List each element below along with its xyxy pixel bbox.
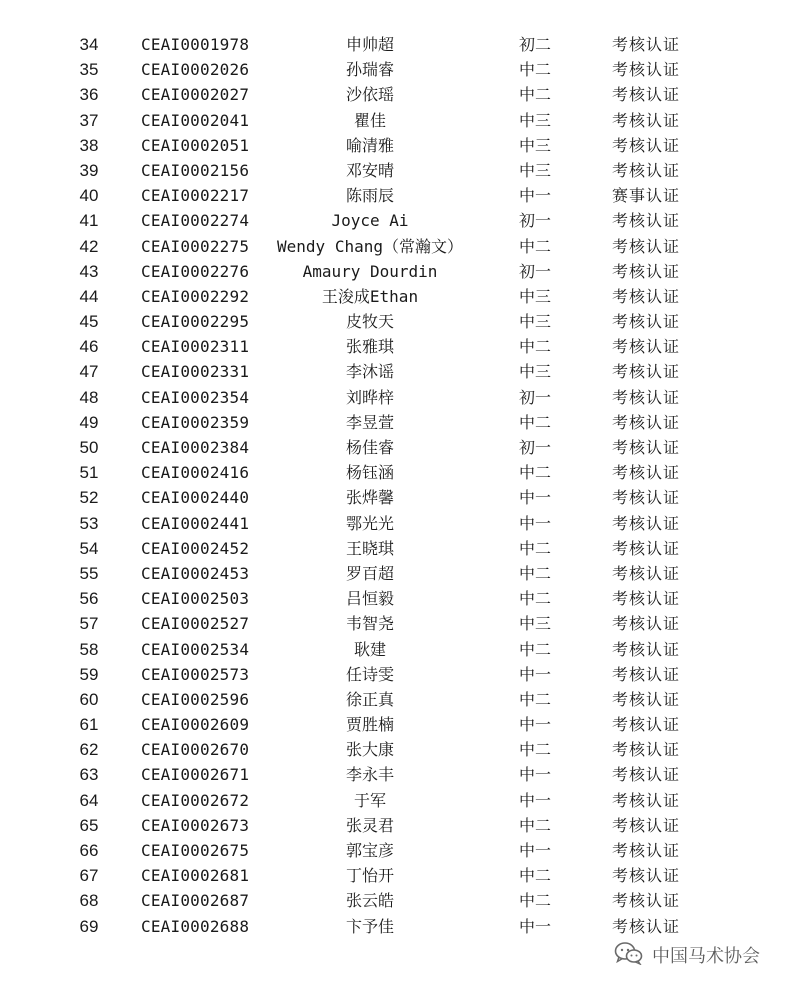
certification-type: 考核认证 — [612, 110, 681, 130]
row-number: 54 — [79, 538, 99, 558]
grade-level: 中一 — [518, 841, 551, 860]
row-number: 68 — [79, 891, 99, 911]
member-name: 鄂光光 — [345, 513, 394, 533]
grade-level: 初一 — [518, 438, 551, 457]
member-name: 张灵君 — [345, 815, 394, 835]
row-number: 53 — [79, 513, 99, 533]
table-row — [0, 788, 792, 813]
member-name: 张雅琪 — [345, 337, 394, 357]
member-id: CEAI0001978 — [141, 35, 250, 54]
member-name: 喻清雅 — [345, 135, 394, 155]
table-row — [0, 410, 792, 435]
certification-type: 考核认证 — [612, 286, 681, 306]
member-id: CEAI0002681 — [141, 866, 250, 886]
member-name: 于军 — [353, 790, 386, 810]
grade-level: 中一 — [518, 664, 551, 684]
member-id: CEAI0002384 — [141, 438, 250, 457]
row-number: 37 — [79, 110, 99, 130]
grade-level: 中二 — [518, 639, 551, 659]
table-row — [0, 309, 792, 334]
grade-level: 初二 — [518, 35, 551, 54]
row-number: 35 — [79, 60, 99, 80]
member-name: 杨钰涵 — [345, 463, 394, 483]
row-number: 63 — [79, 765, 99, 785]
grade-level: 中二 — [518, 337, 551, 357]
member-name: 皮牧天 — [345, 312, 394, 332]
table-row — [0, 611, 792, 636]
member-name: 李沐谣 — [345, 362, 394, 382]
member-id: CEAI0002596 — [141, 689, 250, 709]
table-row — [0, 511, 792, 536]
row-number: 62 — [79, 740, 99, 760]
member-name: 瞿佳 — [353, 110, 386, 130]
member-name: 张大康 — [345, 740, 394, 760]
member-id: CEAI0002027 — [141, 85, 250, 105]
member-name: Amaury Dourdin — [302, 261, 438, 281]
table-row — [0, 334, 792, 359]
row-number: 46 — [79, 337, 99, 357]
member-id: CEAI0002688 — [141, 916, 250, 936]
grade-level: 中二 — [518, 589, 551, 609]
member-id: CEAI0002440 — [141, 488, 250, 508]
certification-type: 考核认证 — [612, 538, 681, 558]
member-id: CEAI0002441 — [141, 513, 250, 533]
roster-table — [0, 32, 792, 939]
certification-type: 考核认证 — [612, 211, 681, 231]
table-row — [0, 838, 792, 863]
table-row — [0, 284, 792, 309]
row-number: 57 — [79, 614, 99, 634]
row-number: 50 — [79, 438, 99, 457]
certification-type: 考核认证 — [612, 412, 681, 432]
table-row — [0, 914, 792, 939]
certification-type: 考核认证 — [612, 841, 681, 860]
table-row — [0, 637, 792, 662]
grade-level: 中一 — [518, 790, 551, 810]
member-name: 徐正真 — [345, 689, 394, 709]
certification-type: 考核认证 — [612, 689, 681, 709]
grade-level: 中二 — [518, 740, 551, 760]
table-row — [0, 133, 792, 158]
member-id: CEAI0002452 — [141, 538, 250, 558]
row-number: 49 — [79, 412, 99, 432]
member-id: CEAI0002359 — [141, 412, 250, 432]
table-row — [0, 536, 792, 561]
member-id: CEAI0002687 — [141, 891, 250, 911]
table-row — [0, 359, 792, 384]
member-id: CEAI0002276 — [141, 261, 250, 281]
member-name: 王晓琪 — [345, 538, 394, 558]
row-number: 52 — [79, 488, 99, 508]
watermark — [614, 940, 760, 970]
certification-type: 考核认证 — [612, 160, 681, 180]
wechat-icon — [614, 941, 644, 970]
table-row — [0, 485, 792, 510]
table-row — [0, 762, 792, 787]
member-name: 贾胜楠 — [345, 715, 394, 735]
member-id: CEAI0002670 — [141, 740, 250, 760]
row-number: 34 — [79, 35, 99, 54]
row-number: 45 — [79, 312, 99, 332]
table-row — [0, 712, 792, 737]
table-row — [0, 888, 792, 913]
member-id: CEAI0002041 — [141, 110, 250, 130]
row-number: 64 — [79, 790, 99, 810]
member-id: CEAI0002527 — [141, 614, 250, 634]
certification-type: 考核认证 — [612, 765, 681, 785]
grade-level: 中二 — [518, 891, 551, 911]
certification-type: 考核认证 — [612, 337, 681, 357]
table-row — [0, 32, 792, 57]
member-name: 李永丰 — [345, 765, 394, 785]
row-number: 56 — [79, 589, 99, 609]
grade-level: 中二 — [518, 689, 551, 709]
grade-level: 中一 — [518, 488, 551, 508]
member-name: 申帅超 — [345, 35, 394, 54]
member-name: 李昱萱 — [345, 412, 394, 432]
certification-type: 考核认证 — [612, 261, 681, 281]
certification-type: 考核认证 — [612, 740, 681, 760]
certification-type: 考核认证 — [612, 790, 681, 810]
table-row — [0, 385, 792, 410]
grade-level: 中二 — [518, 866, 551, 886]
table-row — [0, 813, 792, 838]
table-row — [0, 183, 792, 208]
row-number: 38 — [79, 135, 99, 155]
member-id: CEAI0002274 — [141, 211, 250, 231]
grade-level: 中一 — [518, 513, 551, 533]
grade-level: 中二 — [518, 412, 551, 432]
certification-type: 考核认证 — [612, 639, 681, 659]
grade-level: 中二 — [518, 815, 551, 835]
grade-level: 中一 — [518, 765, 551, 785]
table-row — [0, 435, 792, 460]
member-id: CEAI0002311 — [141, 337, 250, 357]
certification-type: 考核认证 — [612, 236, 681, 256]
certification-type: 考核认证 — [612, 563, 681, 583]
row-number: 60 — [79, 689, 99, 709]
member-id: CEAI0002217 — [141, 186, 250, 206]
row-number: 40 — [79, 186, 99, 206]
row-number: 69 — [79, 916, 99, 936]
certification-type: 考核认证 — [612, 312, 681, 332]
member-name: 张烨馨 — [345, 488, 394, 508]
table-row — [0, 158, 792, 183]
certification-type: 考核认证 — [612, 135, 681, 155]
grade-level: 中三 — [518, 614, 551, 634]
member-name: 任诗雯 — [345, 664, 394, 684]
member-id: CEAI0002573 — [141, 664, 250, 684]
grade-level: 初一 — [518, 261, 551, 281]
grade-level: 中二 — [518, 538, 551, 558]
table-row — [0, 57, 792, 82]
grade-level: 中二 — [518, 463, 551, 483]
certification-type: 考核认证 — [612, 60, 681, 80]
grade-level: 中三 — [518, 160, 551, 180]
member-id: CEAI0002275 — [141, 236, 250, 256]
certification-type: 考核认证 — [612, 463, 681, 483]
table-row — [0, 687, 792, 712]
member-name: 沙依瑶 — [345, 85, 394, 105]
row-number: 66 — [79, 841, 99, 860]
member-id: CEAI0002354 — [141, 387, 250, 407]
grade-level: 中三 — [518, 312, 551, 332]
member-name: Joyce Ai — [331, 211, 409, 231]
member-name: 陈雨辰 — [345, 186, 394, 206]
table-row — [0, 82, 792, 107]
grade-level: 初一 — [518, 387, 551, 407]
member-name: 罗百超 — [345, 563, 394, 583]
member-id: CEAI0002453 — [141, 563, 250, 583]
grade-level: 中一 — [518, 916, 551, 936]
grade-level: 中二 — [518, 60, 551, 80]
table-row — [0, 662, 792, 687]
member-id: CEAI0002416 — [141, 463, 250, 483]
row-number: 48 — [79, 387, 99, 407]
member-id: CEAI0002675 — [141, 841, 250, 860]
table-row — [0, 737, 792, 762]
certification-type: 考核认证 — [612, 916, 681, 936]
table-row — [0, 259, 792, 284]
certification-type: 考核认证 — [612, 891, 681, 911]
row-number: 36 — [79, 85, 99, 105]
watermark-text: 中国马术协会 — [652, 946, 760, 967]
member-id: CEAI0002331 — [141, 362, 250, 382]
member-id: CEAI0002295 — [141, 312, 250, 332]
certification-type: 考核认证 — [612, 85, 681, 105]
certification-type: 考核认证 — [612, 488, 681, 508]
member-name: 邓安晴 — [345, 160, 394, 180]
member-id: CEAI0002609 — [141, 715, 250, 735]
grade-level: 中二 — [518, 563, 551, 583]
grade-level: 中二 — [518, 236, 551, 256]
row-number: 39 — [79, 160, 99, 180]
member-id: CEAI0002292 — [141, 286, 250, 306]
row-number: 43 — [79, 261, 99, 281]
row-number: 61 — [79, 715, 99, 735]
member-name: 王浚成Ethan — [321, 286, 419, 306]
row-number: 41 — [79, 211, 99, 231]
grade-level: 中三 — [518, 362, 551, 382]
member-name: 杨佳睿 — [345, 438, 394, 457]
grade-level: 中三 — [518, 135, 551, 155]
grade-level: 中三 — [518, 110, 551, 130]
member-name: 孙瑞睿 — [345, 60, 394, 80]
certification-type: 考核认证 — [612, 387, 681, 407]
certification-type: 考核认证 — [612, 664, 681, 684]
row-number: 55 — [79, 563, 99, 583]
member-name: 耿建 — [353, 639, 386, 659]
member-id: CEAI0002026 — [141, 60, 250, 80]
row-number: 67 — [79, 866, 99, 886]
member-id: CEAI0002503 — [141, 589, 250, 609]
member-name: 丁怡开 — [345, 866, 394, 886]
member-name: 吕恒毅 — [345, 589, 394, 609]
grade-level: 中一 — [518, 186, 551, 206]
member-id: CEAI0002156 — [141, 160, 250, 180]
row-number: 47 — [79, 362, 99, 382]
member-name: 张云皓 — [345, 891, 394, 911]
member-id: CEAI0002671 — [141, 765, 250, 785]
grade-level: 初一 — [518, 211, 551, 231]
certification-type: 考核认证 — [612, 866, 681, 886]
table-row — [0, 460, 792, 485]
certification-type: 考核认证 — [612, 589, 681, 609]
certification-type: 考核认证 — [612, 513, 681, 533]
member-name: 郭宝彦 — [345, 841, 394, 860]
certification-type: 赛事认证 — [612, 186, 681, 206]
row-number: 58 — [79, 639, 99, 659]
row-number: 44 — [79, 286, 99, 306]
member-name: Wendy Chang（常瀚文） — [277, 236, 463, 256]
certification-type: 考核认证 — [612, 715, 681, 735]
table-row — [0, 586, 792, 611]
row-number: 65 — [79, 815, 99, 835]
member-id: CEAI0002534 — [141, 639, 250, 659]
grade-level: 中一 — [518, 715, 551, 735]
member-id: CEAI0002051 — [141, 135, 250, 155]
certification-type: 考核认证 — [612, 438, 681, 457]
table-row — [0, 561, 792, 586]
row-number: 42 — [79, 236, 99, 256]
row-number: 59 — [79, 664, 99, 684]
member-name: 韦智尧 — [345, 614, 394, 634]
table-row — [0, 234, 792, 259]
member-name: 卞予佳 — [345, 916, 394, 936]
grade-level: 中三 — [518, 286, 551, 306]
certification-type: 考核认证 — [612, 815, 681, 835]
table-row — [0, 208, 792, 233]
member-name: 刘晔梓 — [345, 387, 394, 407]
member-id: CEAI0002672 — [141, 790, 250, 810]
member-id: CEAI0002673 — [141, 815, 250, 835]
certification-type: 考核认证 — [612, 35, 681, 54]
row-number: 51 — [79, 463, 99, 483]
grade-level: 中二 — [518, 85, 551, 105]
certification-type: 考核认证 — [612, 362, 681, 382]
certification-type: 考核认证 — [612, 614, 681, 634]
table-row — [0, 108, 792, 133]
table-row — [0, 863, 792, 888]
